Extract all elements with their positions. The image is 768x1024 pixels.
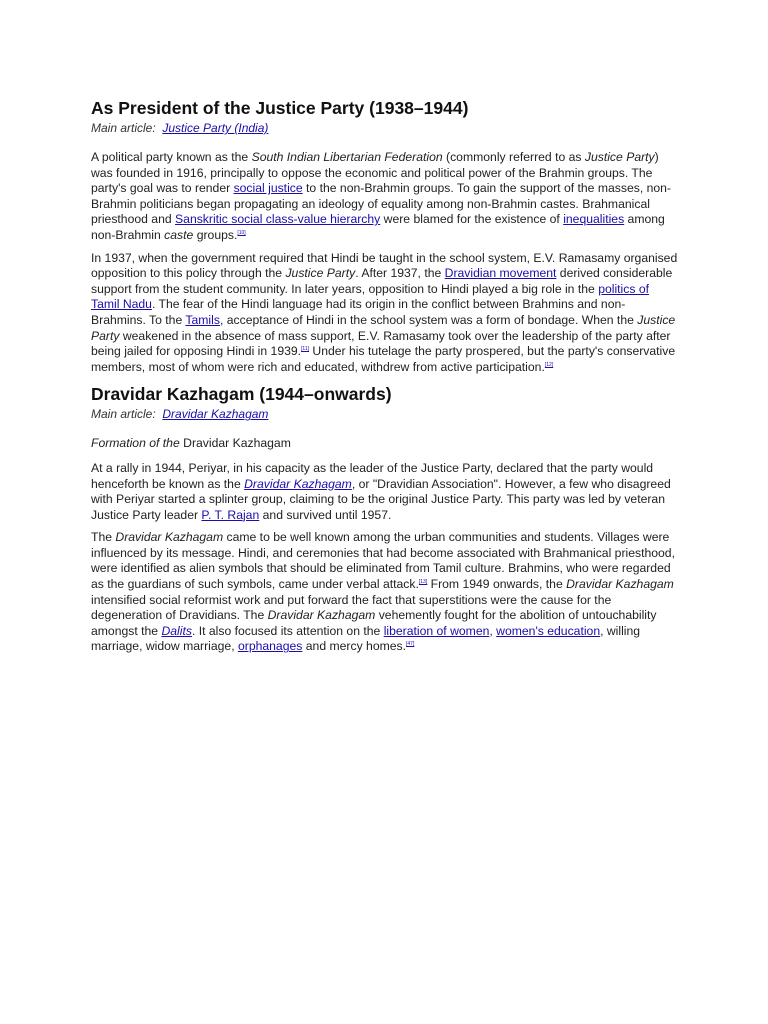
section-heading-dravidar-kazhagam: Dravidar Kazhagam (1944–onwards) xyxy=(91,384,392,405)
link-dravidian-movement[interactable]: Dravidian movement xyxy=(444,266,557,281)
link-social-justice[interactable]: social justice xyxy=(233,181,303,196)
paragraph-dk-reform: The Dravidar Kazhagam came to be well known among the urban communities and students. Villages were influenced by its message. Hindi, and ceremonies that had become associated with Brahmanical priesthood, were identified as alien symbols that should be eliminated from Tamil culture. Brahmins, who were regarded as the guardians of such symbols, came under verbal attack.[13] From 1949 onwards, the Dravidar Kazhagam intensified social reformist work and put forward the fact that superstitions were the cause for the degeneration of Dravidians. The Dravidar Kazhagam vehemently fought for the abolition of untouchability amongst the Dalits. It also focused its attention on the liberation of women, women's education, willing marriage, widow marriage, orphanages and mercy homes.[47] xyxy=(91,530,675,654)
paragraph-justice-party-founding: A political party known as the South Indian Libertarian Federation (commonly referred to as Justice Party) was founded in 1916, principally to oppose the economic and political power of the Brahmin groups. The party's goal was to render social justice to the non-Brahmin groups. To gain the support of the masses, non-Brahmin politicians began propagating an ideology of equality among non-Brahmin castes. Brahmanical priesthood and Sanskritic social class-value hierarchy were blamed for the existence of inequalities among non-Brahmin caste groups.[10] xyxy=(91,150,671,242)
subheading-formation: Formation of the Dravidar Kazhagam xyxy=(91,436,291,451)
section-heading-justice-party: As President of the Justice Party (1938–1944) xyxy=(91,98,469,118)
link-dravidar-kazhagam[interactable]: Dravidar Kazhagam xyxy=(162,407,269,422)
link-liberation-of-women[interactable]: liberation of women xyxy=(383,623,490,638)
link-inequalities[interactable]: inequalities xyxy=(563,212,625,227)
paragraph-anti-hindi: In 1937, when the government required that Hindi be taught in the school system, E.V. Ramasamy organised opposition to this policy through the Justice Party. After 1937, the Dravidian movement derived considerable support from the student community. In later years, opposition to Hindi played a big role in the politics of Tamil Nadu. The fear of the Hindi language had its origin in the conflict between Brahmins and non-Brahmins. To the Tamils, acceptance of Hindi in the school system was a form of bondage. When the Justice Party weakened in the absence of mass support, E.V. Ramasamy took over the leadership of the party after being jailed for opposing Hindi in 1939.[11] Under his tutelage the party prospered, but the party's conservative members, most of whom were rich and educated, withdrew from active participation.[12] xyxy=(91,250,678,374)
link-politics-tamil-nadu[interactable]: politics of Tamil Nadu xyxy=(91,281,649,312)
link-sanskritic-hierarchy[interactable]: Sanskritic social class-value hierarchy xyxy=(175,212,381,227)
citation-12[interactable]: [12] xyxy=(544,361,554,368)
link-dalits[interactable]: Dalits xyxy=(161,623,192,638)
citation-13[interactable]: [13] xyxy=(418,579,428,585)
citation-47[interactable]: [47] xyxy=(406,641,415,648)
link-womens-education[interactable]: women's education xyxy=(496,623,601,638)
link-pt-rajan[interactable]: P. T. Rajan xyxy=(201,507,260,522)
citation-10[interactable]: [10] xyxy=(237,229,246,236)
link-orphanages[interactable]: orphanages xyxy=(237,639,303,654)
citation-11[interactable]: [11] xyxy=(301,346,310,353)
paragraph-rally-1944: At a rally in 1944, Periyar, in his capacity as the leader of the Justice Party, declared that the party would henceforth be known as the Dravidar Kazhagam, or "Dravidian Association". However, a few who disagreed with Periyar started a splinter group, claiming to be the original Justice Party. This party was led by veteran Justice Party leader P. T. Rajan and survived until 1957. xyxy=(91,460,671,522)
main-article-note: Main article: Justice Party (India) xyxy=(91,121,269,135)
main-article-note: Main article: Dravidar Kazhagam xyxy=(91,407,269,422)
article-body xyxy=(91,96,679,662)
link-justice-party-india[interactable]: Justice Party (India) xyxy=(162,121,269,135)
link-tamils[interactable]: Tamils xyxy=(185,312,220,327)
link-dravidar-kazhagam-inline[interactable]: Dravidar Kazhagam xyxy=(244,476,352,491)
